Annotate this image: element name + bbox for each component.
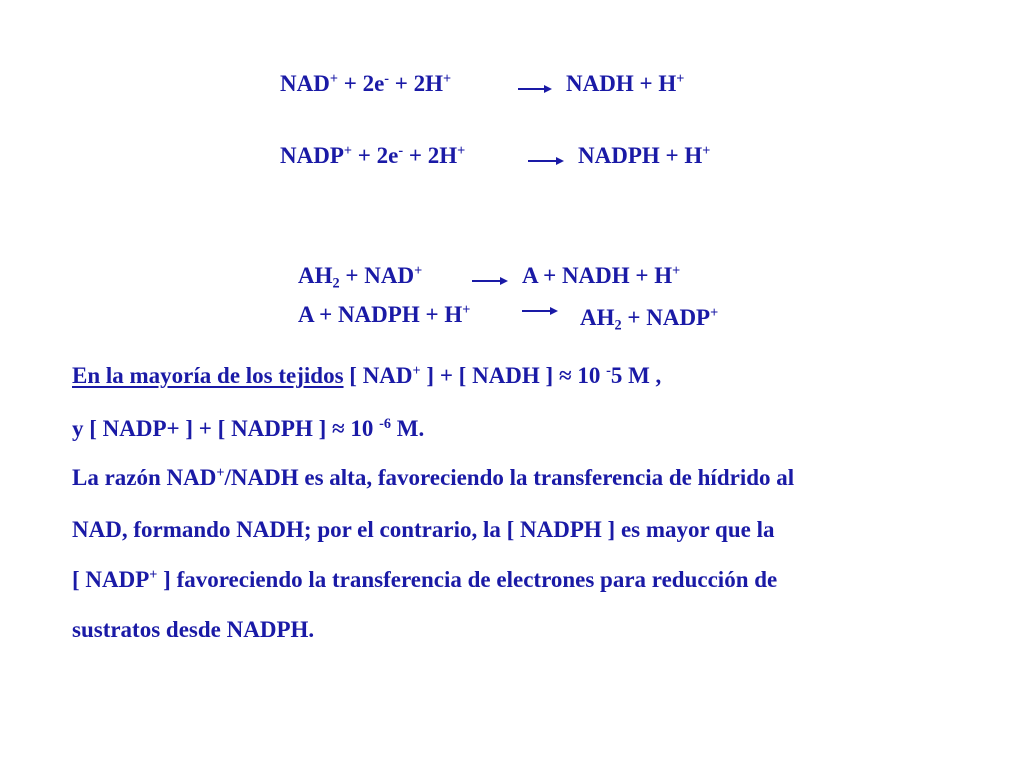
paragraph-line-nad-concentration: En la mayoría de los tejidos [ NAD+ ] + [ NADH ] ≈ 10 -5 M , (72, 363, 662, 388)
reaction-arrow-icon (528, 156, 564, 166)
equation-nad-reduction-reactants: NAD+ + 2e- + 2H+ (280, 71, 452, 96)
equation-ah2-oxidation-products: A + NADH + H+ (522, 263, 681, 288)
paragraph-line-3: La razón NAD+/NADH es alta, favoreciendo la transferencia de hídrido al (72, 465, 795, 490)
equation-nadph-reduction-products: $AH_2$ + NADP+ (580, 305, 719, 334)
reaction-arrow-icon (518, 84, 552, 94)
equation-nadp-reduction-products: NADPH + H+ (578, 143, 711, 168)
paragraph-line-nadp-concentration: y [ NADP+ ] + [ NADPH ] ≈ 10 $^{-6}$ M. (72, 416, 425, 441)
paragraph-line-4: NAD, formando NADH; por el contrario, la [ NADPH ] es mayor que la (72, 517, 775, 542)
reaction-arrow-icon (472, 276, 508, 286)
equation-nadph-reduction-reactants: A + NADPH + H+ (298, 302, 471, 327)
equation-nad-reduction-products: NADH + H+ (566, 71, 685, 96)
equation-ah2-oxidation-reactants: $AH_2 + NAD^+$ (298, 263, 423, 292)
equation-nadp-reduction-reactants: NADP+ + 2e- + 2H+ (280, 143, 466, 168)
paragraph-line-6: sustratos desde NADPH. (72, 617, 315, 642)
paragraph-line-5: [ NADP+ ] favoreciendo la transferencia de electrones para reducción de (72, 567, 778, 592)
reaction-arrow-icon (522, 306, 558, 316)
